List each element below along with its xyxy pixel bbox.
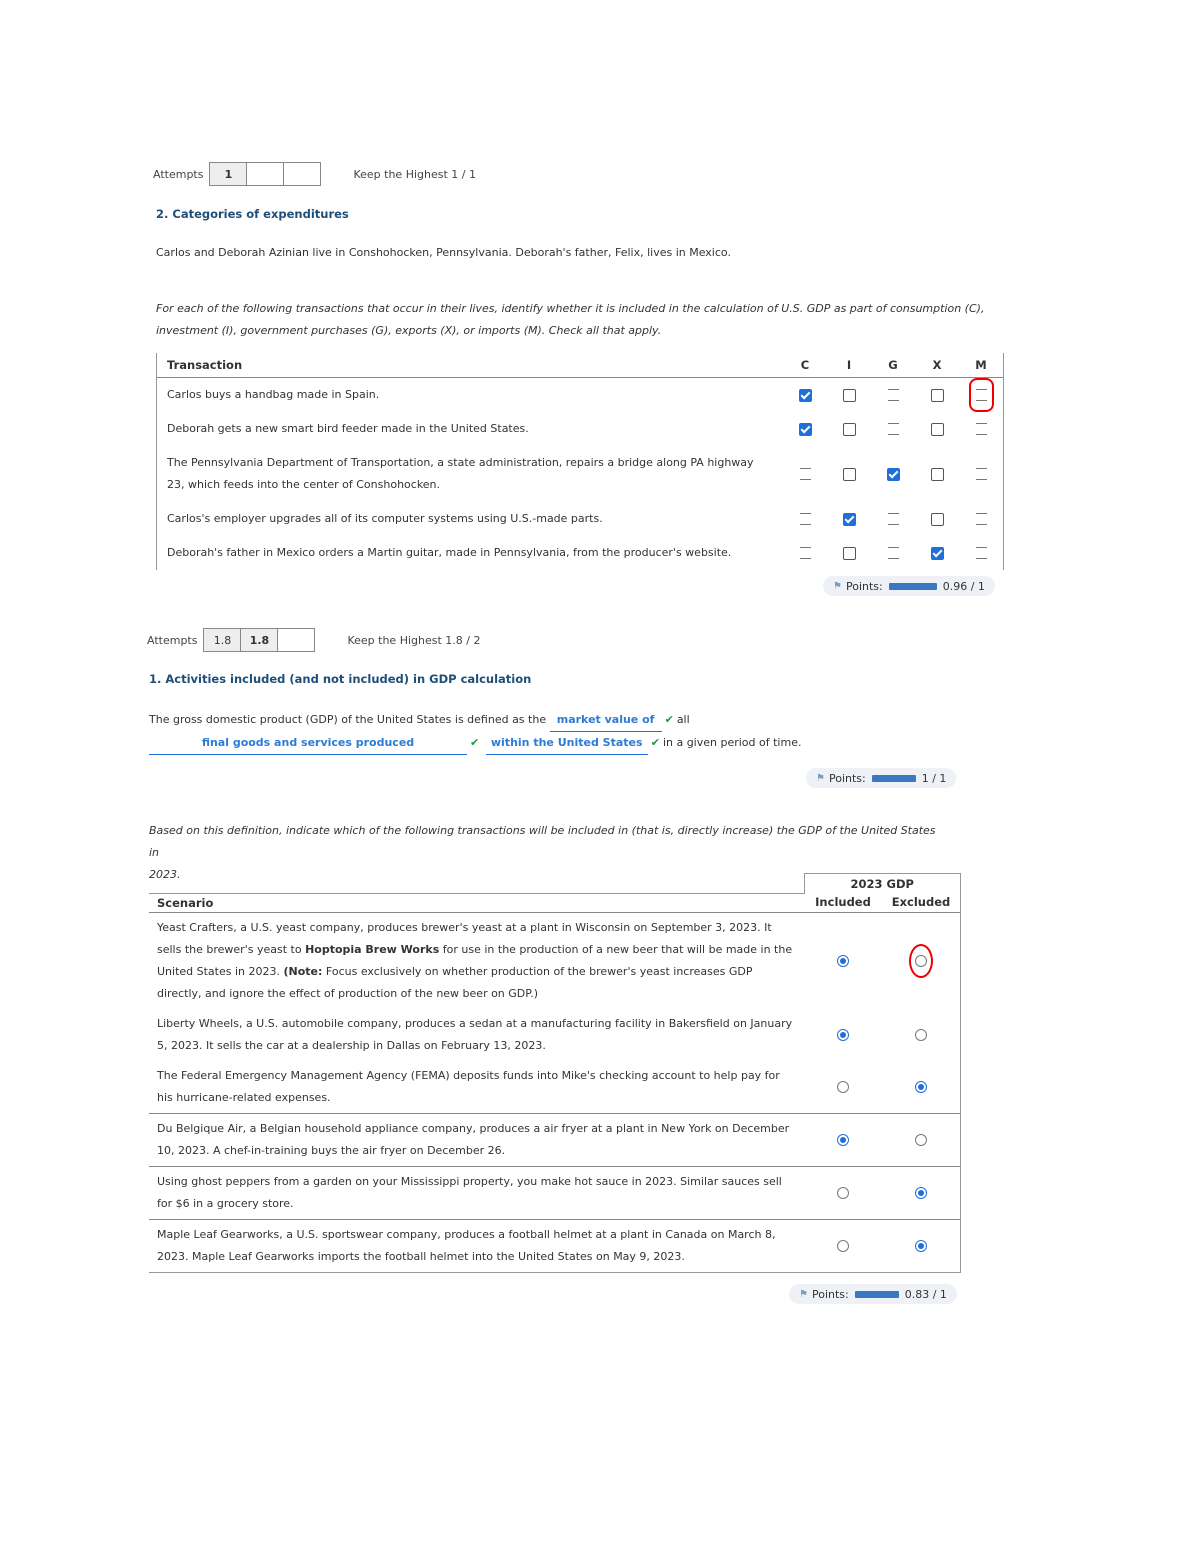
points-badge — [823, 576, 995, 596]
cell-m — [959, 502, 1003, 536]
scenario-row — [149, 1166, 961, 1219]
question-intro: Carlos and Deborah Azinian live in Conshohocken, Pennsylvania. Deborah's father, Felix, lives in Mexico. — [156, 246, 731, 259]
attempt-cell[interactable] — [284, 163, 320, 185]
checkbox-i[interactable] — [843, 389, 856, 402]
cell-excluded — [882, 1061, 961, 1114]
cell-included — [804, 1219, 882, 1272]
flag-icon: ⚑ — [833, 580, 842, 592]
blank-market-value[interactable]: market value of — [550, 709, 662, 732]
question-title: 1. Activities included (and not included) in GDP calculation — [149, 672, 532, 686]
keep-highest-label: Keep the Highest 1 / 1 — [353, 167, 476, 181]
question-instructions: Based on this definition, indicate which of the following transactions will be included in (that is, directly increase) the GDP of the United States in 2023. — [149, 824, 936, 881]
cell-included — [804, 1113, 882, 1166]
categories-table-wrap — [156, 353, 1004, 570]
col-header-m: M — [959, 353, 1003, 378]
checkbox-c[interactable] — [799, 389, 812, 402]
checkbox-c[interactable] — [800, 513, 811, 525]
attempts-bar-q1 — [147, 628, 481, 652]
checkbox-i[interactable] — [843, 423, 856, 436]
checkbox-x[interactable] — [931, 423, 944, 436]
checkbox-c[interactable] — [800, 468, 811, 480]
radio-included[interactable] — [837, 1081, 849, 1093]
transaction-text: The Pennsylvania Department of Transportation, a state administration, repairs a bridge along PA highway 23, which feeds into the center of Conshohocken. — [167, 456, 754, 491]
cell-excluded — [882, 1166, 961, 1219]
gdp-definition: The gross domestic product (GDP) of the United States is defined as the market value of ✔ all final goods and services produced ✔ within the United States ✔ in a given period of time. — [149, 709, 849, 755]
scenario-row — [149, 1113, 961, 1166]
transaction-row — [157, 446, 1003, 502]
col-header-included: Included — [815, 895, 871, 910]
cell-x — [915, 536, 959, 570]
attempts-boxes — [209, 162, 321, 186]
checkbox-c[interactable] — [799, 423, 812, 436]
checkbox-x[interactable] — [931, 468, 944, 481]
incorrect-highlight — [969, 378, 994, 412]
checkbox-g[interactable] — [888, 547, 899, 559]
col-header-i: I — [827, 353, 871, 378]
incorrect-highlight — [909, 944, 933, 978]
cell-g — [871, 536, 915, 570]
radio-excluded[interactable] — [915, 955, 927, 967]
cell-m — [959, 446, 1003, 502]
transaction-text: Carlos's employer upgrades all of its computer systems using U.S.-made parts. — [167, 512, 603, 525]
radio-excluded[interactable] — [915, 1187, 927, 1199]
attempt-cell[interactable]: 1.8 — [204, 629, 241, 651]
attempts-label: Attempts — [153, 167, 204, 181]
checkbox-m[interactable] — [976, 468, 987, 480]
cell-m — [959, 412, 1003, 446]
cell-g — [871, 412, 915, 446]
cell-excluded — [882, 1219, 961, 1272]
scenario-text: Using ghost peppers from a garden on your Mississippi property, you make hot sauce in 2023. Similar sauces sell for $6 in a grocery store. — [149, 1166, 804, 1219]
question-title: 2. Categories of expenditures — [156, 207, 349, 221]
attempt-cell[interactable] — [278, 629, 314, 651]
col-header-g: G — [871, 353, 915, 378]
scenario-text: Du Belgique Air, a Belgian household appliance company, produces a air fryer at a plant in New York on December 10, 2023. A chef-in-training buys the air fryer on December 26. — [149, 1113, 804, 1166]
radio-excluded[interactable] — [915, 1134, 927, 1146]
cell-included — [804, 1009, 882, 1061]
checkbox-x[interactable] — [931, 389, 944, 402]
checkbox-x[interactable] — [931, 513, 944, 526]
gdp-table-wrap — [149, 873, 961, 1273]
checkbox-g[interactable] — [888, 389, 899, 401]
scenario-text: Yeast Crafters, a U.S. yeast company, produces brewer's yeast at a plant in Wisconsin on September 3, 2023. It sells the brewer's yeast to Hoptopia Brew Works for use in the production of a new beer that will be made in the United States in 2023. (Note: Focus exclusively on whether production of the brewer's yeast increases GDP directly, and ignore the effect of production of the new beer on GDP.) — [157, 920, 793, 1000]
cell-x — [915, 502, 959, 536]
transaction-row — [157, 378, 1003, 413]
scenario-row — [149, 1061, 961, 1114]
cell-g — [871, 446, 915, 502]
checkbox-i[interactable] — [843, 547, 856, 560]
col-header-transaction: Transaction — [157, 353, 783, 378]
transaction-row — [157, 412, 1003, 446]
cell-i — [827, 378, 871, 413]
cell-excluded — [882, 1009, 961, 1061]
checkbox-x[interactable] — [931, 547, 944, 560]
transaction-row — [157, 536, 1003, 570]
scenario-row — [149, 912, 961, 1009]
scenario-row — [149, 1219, 961, 1272]
cell-included — [804, 1166, 882, 1219]
cell-g — [871, 378, 915, 413]
blank-within-us[interactable]: within the United States — [486, 732, 648, 755]
attempt-cell[interactable]: 1.8 — [241, 629, 278, 651]
checkbox-m[interactable] — [976, 513, 987, 525]
cell-c — [783, 412, 827, 446]
cell-c — [783, 446, 827, 502]
check-icon: ✔ — [650, 736, 660, 749]
cell-x — [915, 378, 959, 413]
cell-x — [915, 446, 959, 502]
cell-i — [827, 412, 871, 446]
scenario-text: The Federal Emergency Management Agency (FEMA) deposits funds into Mike's checking account to help pay for his hurricane-related expenses. — [157, 1068, 780, 1104]
gdp-table — [149, 873, 961, 1273]
col-header-excluded: Excluded — [891, 895, 951, 910]
cell-m — [959, 378, 1003, 413]
checkbox-m[interactable] — [976, 389, 987, 401]
radio-included[interactable] — [837, 1240, 849, 1252]
scenario-text: Liberty Wheels, a U.S. automobile company, produces a sedan at a manufacturing facility in Bakersfield on January 5, 2023. It sells the car at a dealership in Dallas on February 13, 2023. — [157, 1016, 793, 1052]
points-bar — [889, 583, 937, 590]
col-header-x: X — [915, 353, 959, 378]
col-header-scenario: Scenario — [149, 893, 804, 912]
checkbox-g[interactable] — [887, 468, 900, 481]
check-icon: ✔ — [664, 713, 674, 726]
flag-icon: ⚑ — [799, 1288, 808, 1300]
attempts-label: Attempts — [147, 633, 198, 647]
cell-i — [827, 502, 871, 536]
radio-excluded[interactable] — [915, 1081, 927, 1093]
radio-included[interactable] — [837, 1187, 849, 1199]
attempts-bar-q2 — [153, 162, 476, 186]
points-value: 0.96 / 1 — [942, 579, 985, 593]
points-bar — [855, 1291, 899, 1298]
check-icon: ✔ — [470, 736, 480, 749]
cell-g — [871, 502, 915, 536]
col-header-c: C — [783, 353, 827, 378]
categories-table — [157, 353, 1003, 570]
cell-excluded — [882, 1113, 961, 1166]
cell-included — [804, 912, 882, 1009]
transaction-text: Carlos buys a handbag made in Spain. — [167, 388, 380, 401]
flag-icon: ⚑ — [816, 772, 825, 784]
attempt-cell[interactable]: 1 — [210, 163, 247, 185]
scenario-text: Maple Leaf Gearworks, a U.S. sportswear company, produces a football helmet at a plant in Canada on March 8, 2023. Maple Leaf Gearworks imports the football helmet into the United States on May 9, 2023. — [149, 1219, 804, 1272]
points-badge: ⚑ Points: 1 / 1 — [806, 768, 956, 788]
question-instructions: For each of the following transactions that occur in their lives, identify whether it is included in the calculation of U.S. GDP as part of consumption (C), investment (I), government purchases (G), exports (X), or imports (M). Check all that apply. — [156, 302, 985, 337]
checkbox-c[interactable] — [800, 547, 811, 559]
radio-included[interactable] — [837, 1029, 849, 1041]
cell-x — [915, 412, 959, 446]
checkbox-g[interactable] — [888, 423, 899, 435]
radio-included[interactable] — [837, 1134, 849, 1146]
keep-highest-label: Keep the Highest 1.8 / 2 — [347, 633, 481, 647]
points-label: Points: — [845, 579, 883, 593]
cell-c — [783, 378, 827, 413]
checkbox-m[interactable] — [976, 547, 987, 559]
radio-excluded[interactable] — [915, 1029, 927, 1041]
radio-excluded[interactable] — [915, 1240, 927, 1252]
blank-final-goods[interactable]: final goods and services produced — [149, 732, 467, 755]
group-header-2023-gdp: 2023 GDP — [804, 874, 961, 894]
points-badge: ⚑ Points: 0.83 / 1 — [789, 1284, 957, 1304]
checkbox-g[interactable] — [888, 513, 899, 525]
checkbox-i[interactable] — [843, 513, 856, 526]
checkbox-m[interactable] — [976, 423, 987, 435]
attempts-boxes — [203, 628, 315, 652]
cell-m — [959, 536, 1003, 570]
scenario-row — [149, 1009, 961, 1061]
transaction-text: Deborah's father in Mexico orders a Martin guitar, made in Pennsylvania, from the producer's website. — [167, 546, 732, 559]
cell-c — [783, 536, 827, 570]
cell-excluded — [882, 912, 961, 1009]
points-bar — [872, 775, 916, 782]
attempt-cell[interactable] — [247, 163, 284, 185]
transaction-row — [157, 502, 1003, 536]
cell-c — [783, 502, 827, 536]
transaction-text: Deborah gets a new smart bird feeder made in the United States. — [167, 422, 529, 435]
cell-included — [804, 1061, 882, 1114]
cell-i — [827, 536, 871, 570]
radio-included[interactable] — [837, 955, 849, 967]
checkbox-i[interactable] — [843, 468, 856, 481]
cell-i — [827, 446, 871, 502]
